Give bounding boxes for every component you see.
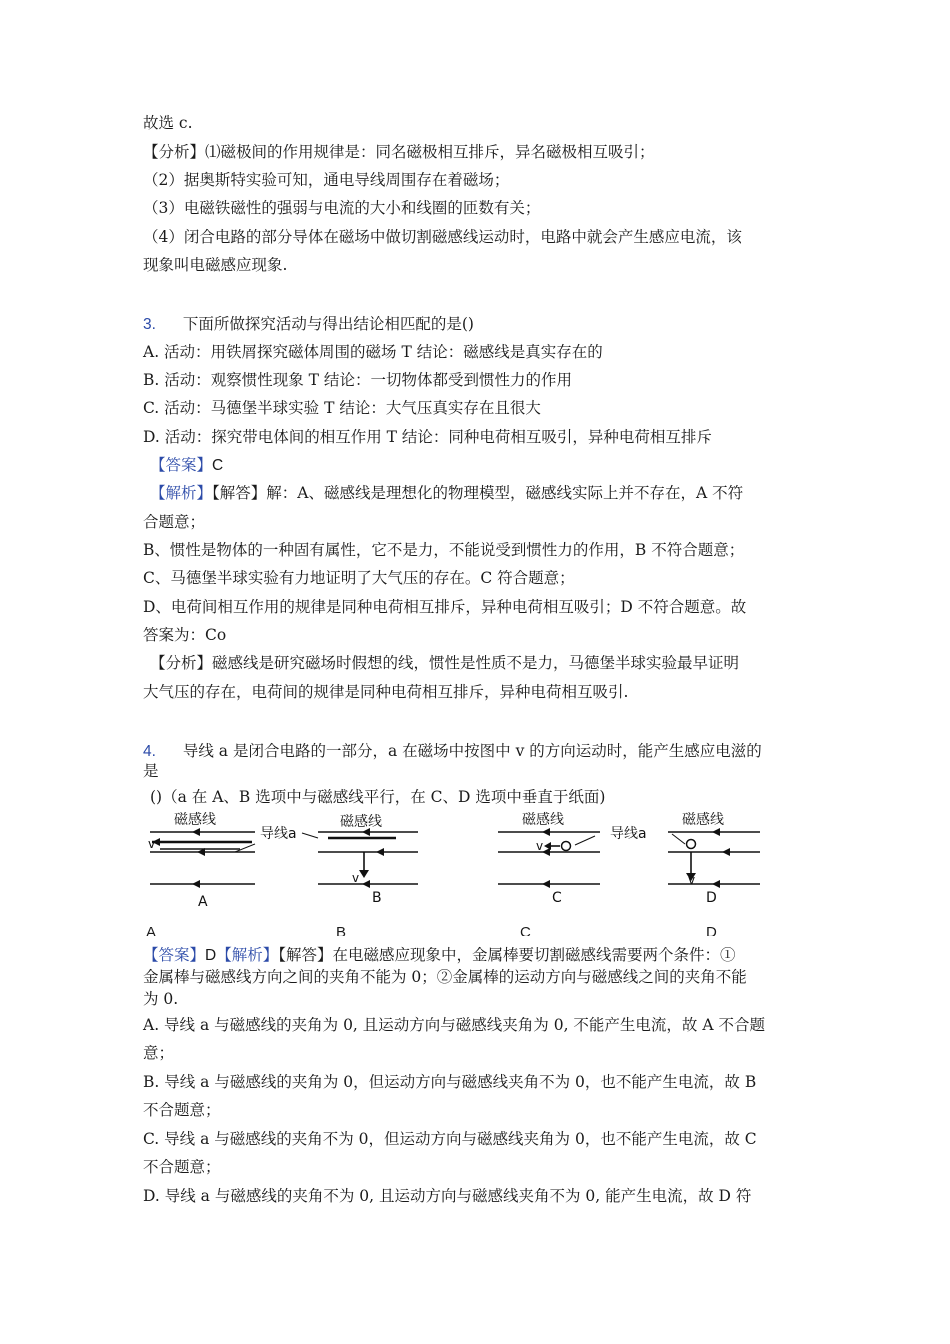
panel-c-field-label: 磁感线 <box>522 812 564 828</box>
q3-stem-text: 下面所做探究活动与得出结论相匹配的是() <box>182 315 474 333</box>
q3-analysis-text: 【解答】解：A、磁感线是理想化的物理模型，磁感线实际上并不存在，A 不符 <box>212 484 744 502</box>
q3-analysis-line-5: D、电荷间相互作用的规律是同种电荷相互排斥，异种电荷相互吸引；D 不符合题意。故 <box>143 598 747 616</box>
q2-analysis-line-4: （4）闭合电路的部分导体在磁场中做切割磁感线运动时，电路中就会产生感应电流，该 <box>143 228 742 246</box>
q2-conclusion: 故选 c. <box>143 114 193 132</box>
q3-option-a: A. 活动：用铁屑探究磁体周围的磁场 T 结论：磁感线是真实存在的 <box>143 343 603 361</box>
q4-stem-line-1 <box>143 740 762 763</box>
q4-stem-text: 导线 a 是闭合电路的一部分，a 在磁场中按图中 v 的方向运动时，能产生感应电滋的 <box>182 742 762 760</box>
panel-c-letter: C <box>552 890 562 906</box>
q3-option-c: C. 活动：马德堡半球实验 T 结论：大气压真实存在且很大 <box>143 399 541 417</box>
panel-a-field-label: 磁感线 <box>174 812 216 828</box>
q4-stem-line-2: 是 <box>143 762 159 780</box>
q4-analysis-line-2: 金属棒与磁感线方向之间的夹角不能为 0；②金属棒的运动方向与磁感线之间的夹角不能 <box>143 968 747 986</box>
q3-analysis-line-4: C、马德堡半球实验有力地证明了大气压的存在。C 符合题意； <box>143 569 575 587</box>
q3-answer-tag: 【答案】 <box>150 456 213 474</box>
panel-c-v-label: v <box>536 839 544 853</box>
q3-summary-line-1: 【分析】磁感线是研究磁场时假想的线，惯性是性质不是力，马德堡半球实验最早证明 <box>150 654 740 672</box>
panel-a-letter: A <box>198 894 208 908</box>
q3-stem <box>143 313 474 336</box>
q3-analysis-line-2: 合题意； <box>143 513 206 531</box>
q4-option-c-line-1: C. 导线 a 与磁感线的夹角不为 0，但运动方向与磁感线夹角为 0，也不能产生电流，故 C <box>143 1130 757 1148</box>
q4-analysis-tag: 【解析】 <box>216 946 279 964</box>
q3-option-b: B. 活动：观察惯性现象 T 结论：一切物体都受到惯性力的作用 <box>143 371 572 389</box>
under-letter-b: B <box>336 924 347 936</box>
panel-a-wire-label: 导线a <box>260 826 297 842</box>
q2-analysis-line-2: （2）据奥斯特实验可知，通电导线周围存在着磁场； <box>143 171 510 189</box>
panel-b-field-label: 磁感线 <box>340 814 382 830</box>
q4-figure <box>140 808 780 908</box>
q4-option-d-line-1: D. 导线 a 与磁感线的夹角不为 0, 且运动方向与磁感线夹角不为 0, 能产生电流，故 D 符 <box>143 1187 752 1205</box>
panel-d-v-label: v <box>688 873 696 887</box>
q4-answer-line <box>143 944 736 967</box>
q3-analysis-line-1 <box>150 482 743 504</box>
panel-d-letter: D <box>706 890 717 906</box>
under-letter-d: D <box>706 924 717 936</box>
q4-analysis-text: 【解答】在电磁感应现象中，金属棒要切割磁感线需要两个条件：① <box>278 946 736 964</box>
q3-analysis-tag: 【解析】 <box>150 484 213 502</box>
under-letter-c: C <box>520 924 531 936</box>
q3-option-d: D. 活动：探究带电体间的相互作用 T 结论：同种电荷相互吸引，异种电荷相互排斥 <box>143 428 712 446</box>
q4-option-c-line-2: 不合题意； <box>143 1158 221 1176</box>
under-letter-a: A <box>146 924 157 936</box>
q4-option-a-line-2: 意； <box>143 1044 175 1062</box>
q3-summary-line-2: 大气压的存在，电荷间的规律是同种电荷相互排斥，异种电荷相互吸引. <box>143 683 629 701</box>
panel-b-letter: B <box>372 890 382 906</box>
q4-answer-tag: 【答案】 <box>143 946 206 964</box>
panel-a-v-label: v <box>148 837 156 851</box>
q3-analysis-line-3: B、惯性是物体的一种固有属性，它不是力，不能说受到惯性力的作用，B 不符合题意； <box>143 541 745 559</box>
q2-analysis-line-5: 现象叫电磁感应现象. <box>143 256 288 274</box>
q4-option-a-line-1: A. 导线 a 与磁感线的夹角为 0, 且运动方向与磁感线夹角为 0, 不能产生电流，故 A 不合题 <box>143 1016 765 1034</box>
q2-analysis-line-1: 【分析】⑴磁极间的作用规律是：同名磁极相互排斥，异名磁极相互吸引； <box>143 143 655 161</box>
q3-answer-value: C <box>212 457 224 474</box>
q4-answer-value: D <box>205 947 217 964</box>
q3-answer <box>150 454 223 477</box>
q4-number: 4. <box>143 743 156 760</box>
panel-d-field-label: 磁感线 <box>682 812 724 828</box>
q4-option-b-line-1: B. 导线 a 与磁感线的夹角为 0，但运动方向与磁感线夹角不为 0，也不能产生电流，故 B <box>143 1073 757 1091</box>
q4-analysis-line-3: 为 0. <box>143 990 179 1008</box>
q4-stem-line-3: ()（a 在 A、B 选项中与磁感线平行，在 C、D 选项中垂直于纸面) <box>150 788 606 806</box>
q3-analysis-line-6: 答案为：Co <box>143 626 227 644</box>
q3-number: 3. <box>143 316 156 333</box>
panel-b-v-label: v <box>352 871 360 885</box>
panel-c-wire-label: 导线a <box>610 826 647 842</box>
q4-option-b-line-2: 不合题意； <box>143 1101 221 1119</box>
q2-analysis-line-3: （3）电磁铁磁性的强弱与电流的大小和线圈的匝数有关； <box>143 199 541 217</box>
q4-option-letters <box>146 924 786 936</box>
